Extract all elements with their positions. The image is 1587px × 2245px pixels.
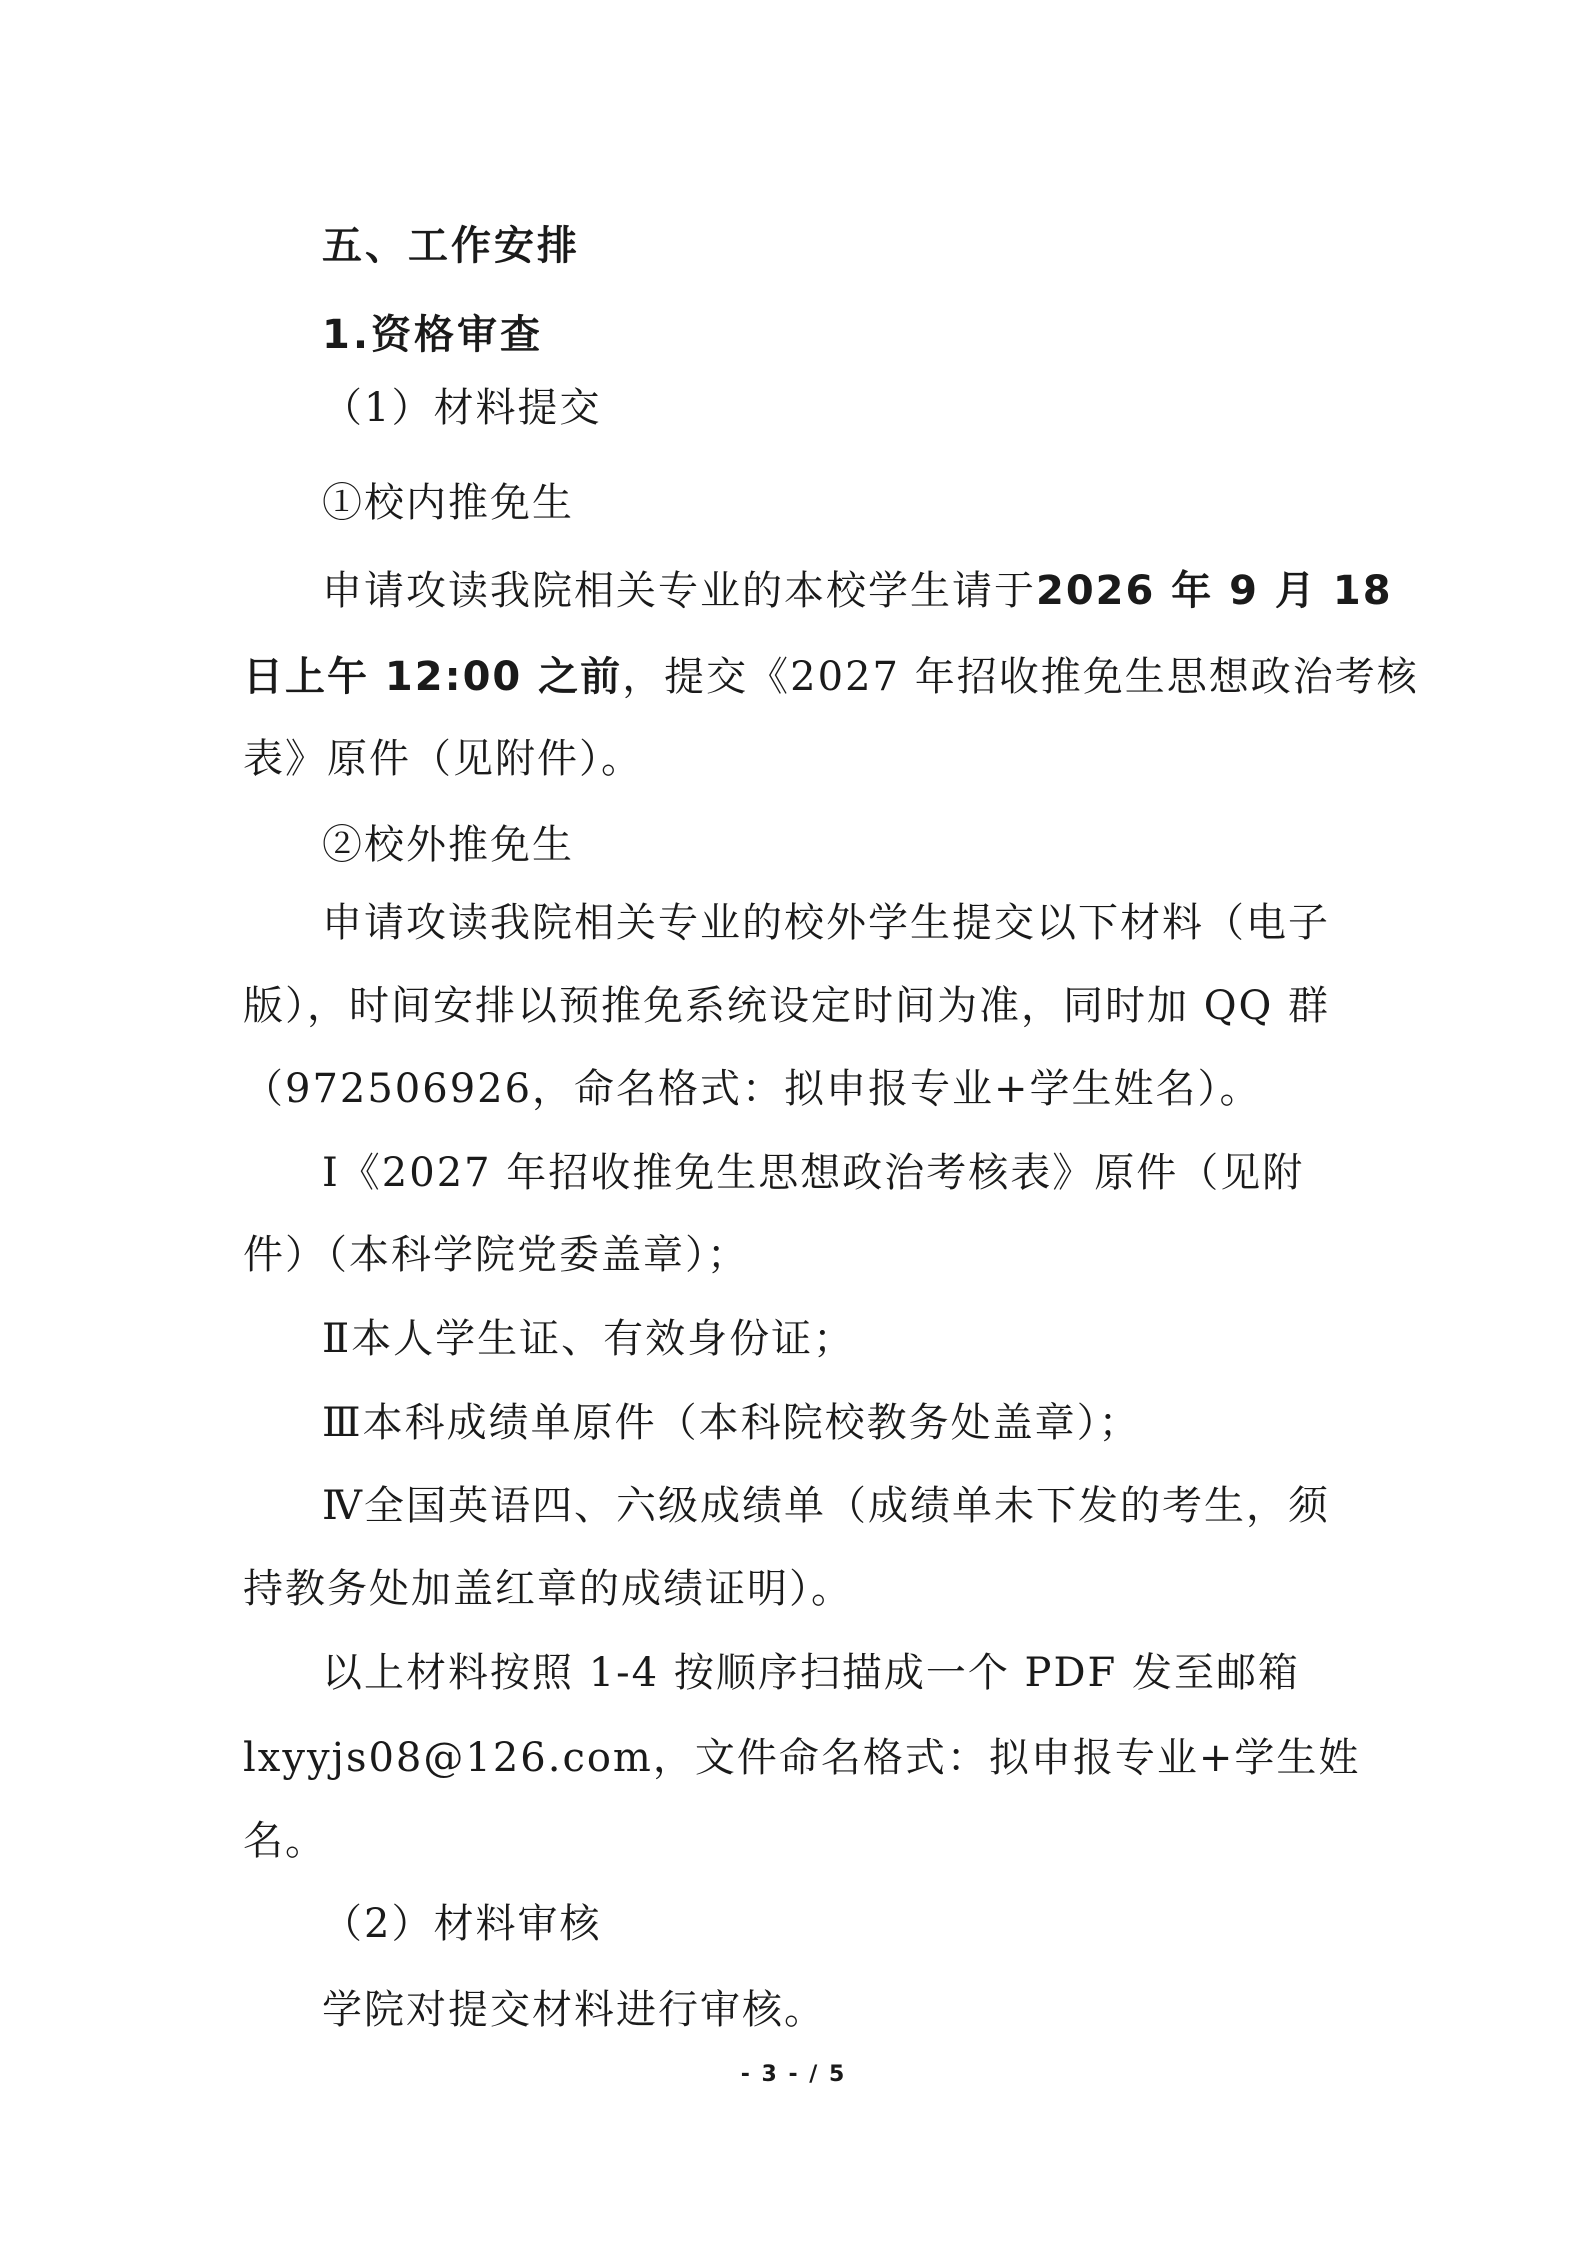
material-1-line-2: 件）（本科学院党委盖章）； (243, 1232, 749, 1278)
material-3: Ⅲ本科成绩单原件（本科院校教务处盖章）； (322, 1400, 1141, 1446)
material-4-line-1: Ⅳ全国英语四、六级成绩单（成绩单未下发的考生，须 (322, 1483, 1330, 1529)
item1b-title: ②校外推免生 (322, 822, 574, 868)
paragraph-1-line-3: 表》原件（见附件）。 (243, 736, 643, 782)
material-1-line-1: Ⅰ《2027 年招收推免生思想政治考核表》原件（见附 (322, 1150, 1305, 1196)
item2-title: （2）材料审核 (322, 1901, 602, 1947)
paragraph-3-line-2: lxyyjs08@126.com，文件命名格式：拟申报专业+学生姓 (243, 1735, 1361, 1781)
deadline-time: 日上午 12:00 之前 (243, 654, 623, 700)
material-4-line-2: 持教务处加盖红章的成绩证明）。 (243, 1566, 853, 1612)
item1-title: （1）材料提交 (322, 385, 602, 431)
paragraph-2-line-1: 申请攻读我院相关专业的校外学生提交以下材料（电子 (322, 900, 1330, 946)
paragraph-3-line-1: 以上材料按照 1-4 按顺序扫描成一个 PDF 发至邮箱 (322, 1650, 1301, 1696)
subsection-heading: 1.资格审查 (322, 312, 544, 358)
item1a-title: ①校内推免生 (322, 480, 574, 526)
paragraph-2-line-3: （972506926，命名格式：拟申报专业+学生姓名）。 (243, 1066, 1262, 1112)
paragraph-3-line-3: 名。 (243, 1818, 327, 1864)
section-heading: 五、工作安排 (322, 223, 580, 269)
paragraph-1-line-2 (243, 649, 1419, 705)
deadline-date: 2026 年 9 月 18 (1036, 568, 1393, 614)
paragraph-2-line-2: 版），时间安排以预推免系统设定时间为准，同时加 QQ 群 (243, 983, 1331, 1029)
paragraph-1-text: ，提交《2027 年招收推免生思想政治考核 (622, 654, 1419, 700)
page-number: - 3 - / 5 (740, 2062, 847, 2087)
paragraph-1-line-1 (322, 563, 1442, 619)
material-2: Ⅱ本人学生证、有效身份证； (322, 1316, 856, 1362)
paragraph-1-text: 申请攻读我院相关专业的本校学生请于 (322, 568, 1036, 614)
paragraph-4: 学院对提交材料进行审核。 (322, 1987, 826, 2033)
